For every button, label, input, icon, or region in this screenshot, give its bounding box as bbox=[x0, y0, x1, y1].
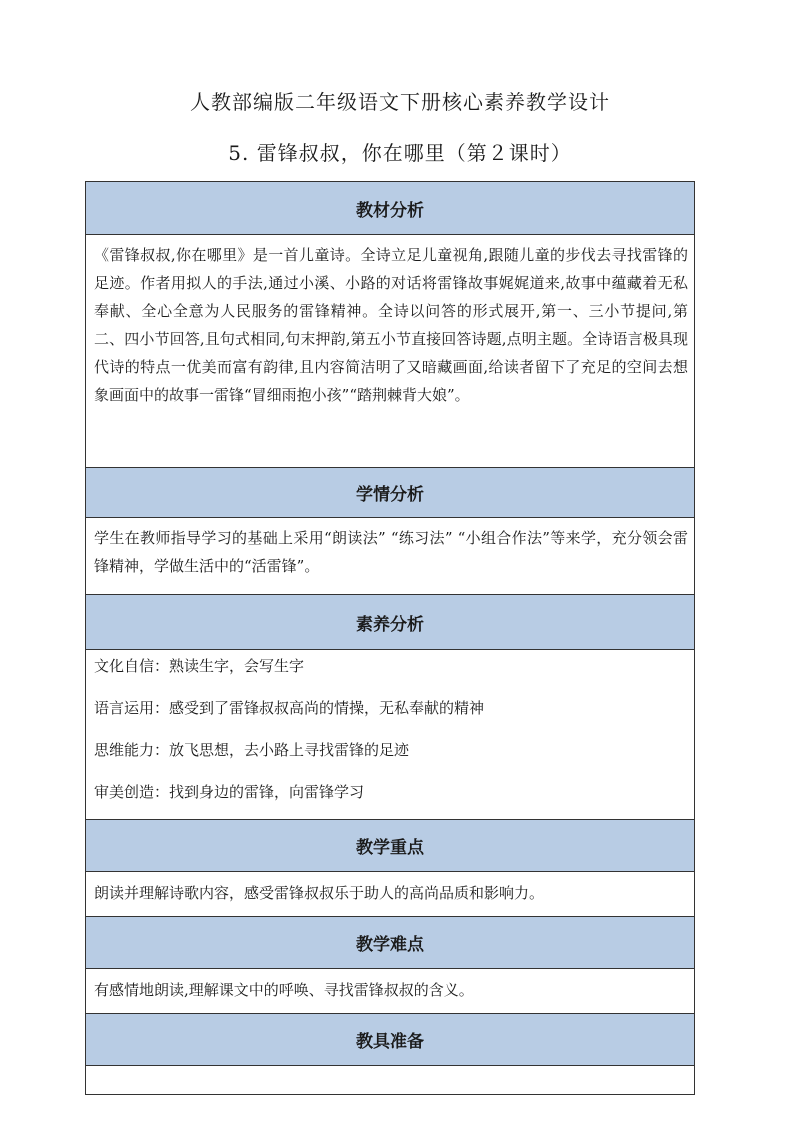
literacy-item-culture: 文化自信：熟读生字，会写生字 bbox=[94, 657, 305, 675]
lesson-plan-table bbox=[85, 181, 695, 1095]
section-heading-difficulties: 教学难点 bbox=[86, 917, 695, 969]
section-body-textbook-analysis bbox=[86, 235, 695, 468]
literacy-item-aesthetics: 审美创造：找到身边的雷锋，向雷锋学习 bbox=[94, 783, 365, 801]
learner-analysis-text: 学生在教师指导学习的基础上采用“朗读法” “练习法” “小组合作法”等来学，充分领会雷锋精神，学做生活中的“活雷锋”。 bbox=[94, 529, 688, 575]
key-points-text: 朗读并理解诗歌内容，感受雷锋叔叔乐于助人的高尚品质和影响力。 bbox=[94, 884, 545, 902]
section-body-learner-analysis bbox=[86, 518, 695, 595]
section-heading-key-points: 教学重点 bbox=[86, 820, 695, 872]
section-body-materials bbox=[86, 1066, 695, 1095]
section-heading-textbook-analysis: 教材分析 bbox=[86, 182, 695, 235]
literacy-list bbox=[86, 650, 694, 819]
document-title: 人教部编版二年级语文下册核心素养教学设计 bbox=[190, 90, 610, 114]
section-heading-learner-analysis: 学情分析 bbox=[86, 468, 695, 518]
section-heading-literacy-analysis: 素养分析 bbox=[86, 595, 695, 650]
section-body-literacy-analysis bbox=[86, 650, 695, 820]
difficulties-text: 有感情地朗读,理解课文中的呼唤、寻找雷锋叔叔的含义。 bbox=[94, 981, 474, 999]
section-heading-materials: 教具准备 bbox=[86, 1014, 695, 1066]
section-body-difficulties bbox=[86, 969, 695, 1014]
literacy-item-language: 语言运用：感受到了雷锋叔叔高尚的情操，无私奉献的精神 bbox=[94, 699, 485, 717]
literacy-item-thinking: 思维能力：放飞思想，去小路上寻找雷锋的足迹 bbox=[94, 741, 410, 759]
materials-text bbox=[86, 1066, 694, 1094]
lesson-title: 5. 雷锋叔叔，你在哪里（第２课时） bbox=[228, 141, 572, 165]
textbook-analysis-text: 《雷锋叔叔,你在哪里》是一首儿童诗。全诗立足儿童视角,跟随儿童的步伐去寻找雷锋的足迹。作者用拟人的手法,通过小溪、小路的对话将雷锋故事娓娓道来,故事中蕴藏着无私奉献、全心全意为人民服务的雷锋精神。全诗以问答的形式展开,第一、三小节提问,第二、四小节回答,且句式相同,句末押韵,第五小节直接回答诗题,点明主题。全诗语言极具现代诗的特点一优美而富有韵律,且内容简洁明了又暗藏画面,给读者留下了充足的空间去想象画面中的故事一雷锋“冒细雨抱小孩”“踏荆棘背大娘”。 bbox=[94, 246, 688, 404]
section-body-key-points bbox=[86, 872, 695, 917]
